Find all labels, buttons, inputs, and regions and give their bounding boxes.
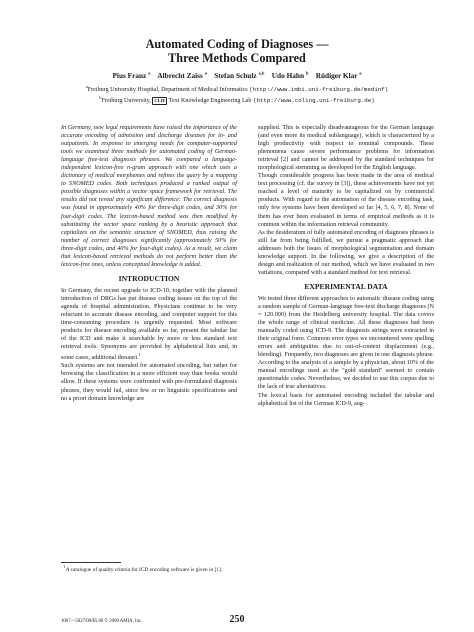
affiliation-b: $^b$Freiburg University, CLIF Text Knowledge Engineering Lab (http://www.coling.uni-freiburg.de) [99,95,375,105]
page-number: 250 [229,614,245,625]
body-paragraph: The lexical basis for automated encoding included the tabular and alphabetical list of the German ICD-9, aug- [258,392,434,407]
body-paragraph: As the desideratum of fully automated encoding of diagnosis phrases is still far from being fulfilled, we pursue a pragmatic approach that addresses both the issues of morphological segmentation and domain knowledge support. In the following, we give a description of the design and realization of our method, which we have evaluated in two variations, compared with a standard method for text retrieval. [258,229,434,276]
author: Stefan Schulz $^{a,b}$ [214,71,265,81]
copyright-line: 1067—5027/00/$5.00 © 2000 AMIA, Inc. [61,619,143,624]
affiliation-a: $^a$Freiburg University Hospital, Department of Medical Informatics (http://www.imbi.uni-freiburg.de/medinf) [85,84,389,94]
author: Udo Hahn $^b$ [271,71,309,81]
author: Rüdiger Klar $^a$ [315,71,362,81]
title-line-1: Automated Coding of Diagnoses — [145,37,329,51]
section-heading-introduction: INTRODUCTION [118,273,180,283]
paper-title [0,37,474,65]
section-heading-experimental-data: EXPERIMENTAL DATA [304,281,388,291]
title-line-2: Three Methods Compared [168,51,306,65]
right-column [258,124,434,408]
footnote-rule [61,562,121,563]
abstract: In Germany, new legal requirements have raised the importance of the accurate encoding of admission and discharge diseases for in- and outpatients. In response to emerging needs for computer-supported tools we examined three methods for automated coding of German-language free-text diagnosis phrases. We compared a language-independent lexicon-free n-gram approach with one which uses a dictionary of medical morphemes and refines the query by a mapping to SNOMED codes. Both techniques produced a ranked output of possible diagnoses within a vector space framework for retrieval. The results did not reveal any significant difference: The correct diagnosis was found in approximately 40% for three-digit codes, and 30% for four-digit codes. The lexicon-based method was then modified by substituting the vector space ranking by a heuristic approach that capitalizes on the semantic structure of SNOMED, thus raising the number of correct diagnoses significantly (approximately 50% for three-digit codes, and 40% for four-digit codes). As a result, we claim that lexicon-based retrieval methods do not perform better than the lexicon-free ones, unless conceptual knowledge is added. [61,125,237,268]
lab-logo: CLIF [154,97,166,103]
intro-paragraph: In Germany, the recent upgrade to ICD-10, together with the planned introduction of DRGs has put disease coding issues on the top of the agenda of hospital administration. Physicians continue to be very reluctant to accurate disease encoding, and computer support for this time-consuming procedure is urgently requested. Most software products for disease encoding available so far, present the tabular list of the ICD and make it searchable by more or less standard text retrieval tools. Synonyms are provided by alphabetical lists and, in some cases, additional thesauri.$^1$ [61,287,237,362]
author: Pius Franz $^a$ [112,71,151,81]
left-column [61,124,237,403]
author-list [0,71,474,80]
intro-paragraph: Such systems are not intended for automated encoding, but rather for browsing the classification in a more efficient way than books would allow. If these systems were confronted with pre-formulated diagnosis phrases, they would fail, since few or no linguistic specifications and no a priori domain knowledge are [61,363,237,402]
body-paragraph: Though considerable progress has been made in the area of medical text processing (cf. the survey in [3]), these achievements have not yet reached a level of maturity to be capitalized on by commercial products. With regard to the automation of the disease encoding task, only few systems have been developed so far [4, 5, 6, 7, 8]. None of them has ever been evaluated in terms of empirical methods as it is common within the information retrieval community. [258,173,434,228]
footnote: $^1$A catalogue of quality criteria for ICD encoding software is given in [1]. [63,564,223,573]
body-paragraph: We tested three different approaches to automatic disease coding using a random sample of German-language free-text discharge diagnoses (N = 120.000) from the Heidelberg university hospital. The data covers the whole range of clinical medicine. All these diagnoses had been manually coded using ICD-9. The diagnosis strings were extracted in their original form. Common error types we encountered were spelling errors and ambiguities due to out-of-context displacement (e.g., bleeding). Frequently, two diagnoses are given in one diagnosis phrase. According to the analysis of a sample by a physician, about 10% of the manual encodings used as the "gold standard" seemed to contain questionable codes. Nevertheless, we decided to use this corpus due to the lack of true alternatives. [258,295,434,391]
body-paragraph: supplied. This is especially disadvantageous for the German language (and even more its medical sublanguage), which is characterized by a high productivity with respect to nominal compounds. These phenomena cause severe performance problems for information retrieval [2] and cannot be addressed by the standard techniques for morphological stemming as developed for the English language. [258,125,434,172]
author: Albrecht Zaiss $^a$ [157,71,207,81]
